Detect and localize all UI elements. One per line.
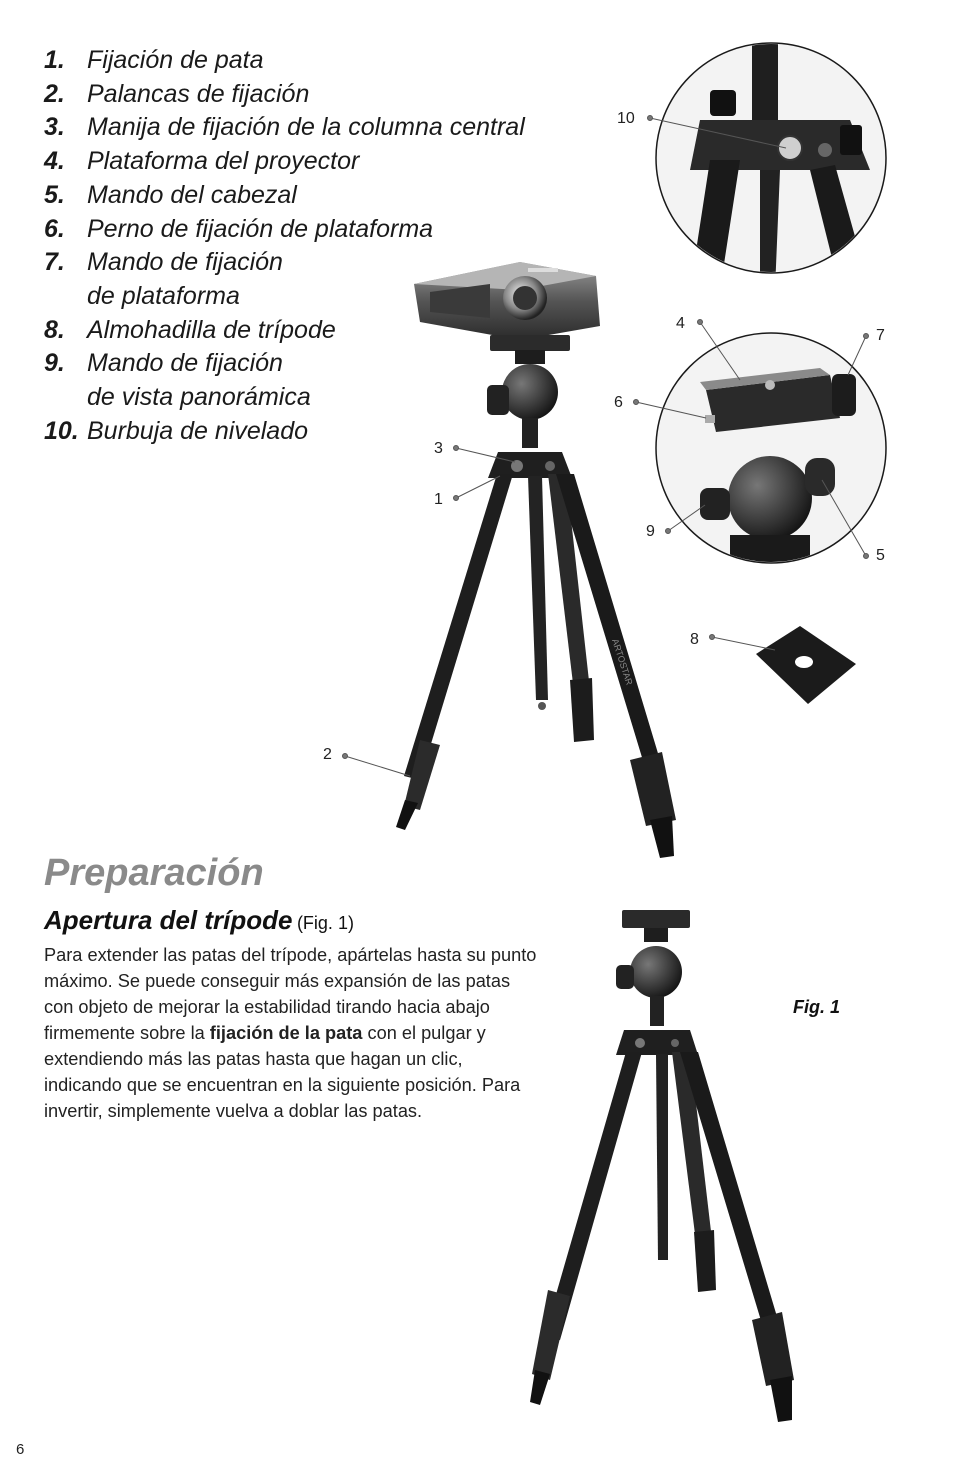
part-label: Manija de fijación de la columna central	[87, 113, 525, 142]
callout-4: 4	[676, 315, 685, 332]
part-label: Mando de fijación	[87, 248, 283, 277]
part-label: Palancas de fijación	[87, 79, 310, 108]
detail-circle-head	[656, 333, 886, 575]
instructions-paragraph	[44, 942, 544, 1124]
callout-6: 6	[614, 394, 623, 411]
callout-7: 7	[876, 327, 885, 344]
part-number: 8.	[44, 315, 65, 344]
part-label: Burbuja de nivelado	[87, 416, 308, 445]
part-label: Mando del cabezal	[87, 180, 297, 209]
figure-label: Fig. 1	[793, 997, 841, 1017]
part-label: Fijación de pata	[87, 46, 264, 74]
svg-text:ARTOSTAR: ARTOSTAR	[610, 637, 635, 687]
part-label: Mando de fijación	[87, 349, 283, 378]
part-number: 5.	[44, 180, 65, 209]
part-number: 4.	[44, 147, 65, 176]
callout-10: 10	[617, 110, 635, 127]
part-label-continued: de vista panorámica	[87, 383, 311, 412]
callout-1: 1	[434, 491, 443, 508]
callout-8: 8	[690, 631, 699, 648]
fig-1-tripod-image	[530, 910, 794, 1422]
part-number: 2.	[44, 79, 65, 108]
part-number: 7.	[44, 248, 65, 277]
section-title: Preparación	[44, 852, 264, 894]
callout-5: 5	[876, 547, 885, 564]
part-label-continued: de plataforma	[87, 281, 240, 310]
body-text-part-1: Para extender las patas del trípode, apártelas hasta su punto máximo. Se puede conseguir más expansión de las patas con objeto de mejorar la estabilidad tirando hacia abajo firmemente sobre la	[44, 945, 537, 1043]
page-number: 6	[16, 1441, 25, 1458]
subsection-title: Apertura del trípode	[44, 905, 293, 935]
tripod-pad-image	[756, 626, 856, 704]
part-number: 6.	[44, 214, 65, 243]
part-label: Plataforma del proyector	[87, 147, 360, 176]
tripod-with-projector	[396, 262, 676, 858]
callout-9: 9	[646, 523, 655, 540]
part-number: 3.	[44, 113, 65, 142]
detail-circle-level-bubble	[656, 40, 886, 290]
projector-image	[414, 262, 600, 340]
part-number: 10.	[44, 416, 79, 445]
part-number: 9.	[44, 349, 65, 378]
callout-3: 3	[434, 440, 443, 457]
part-label: Almohadilla de trípode	[87, 315, 336, 344]
subsection-heading	[44, 905, 354, 936]
body-text-bold: fijación de la pata	[209, 1023, 363, 1043]
body-text-part-2: con el pulgar y extendiendo más las patas hasta que hagan un clic, indicando que se encuentran en la siguiente posición. Para invertir, simplemente vuelva a doblar las patas.	[44, 1023, 521, 1121]
callout-2: 2	[323, 746, 332, 763]
figure-reference: (Fig. 1)	[296, 913, 354, 933]
part-label: Perno de fijación de plataforma	[87, 214, 434, 243]
part-number: 1.	[44, 46, 65, 74]
